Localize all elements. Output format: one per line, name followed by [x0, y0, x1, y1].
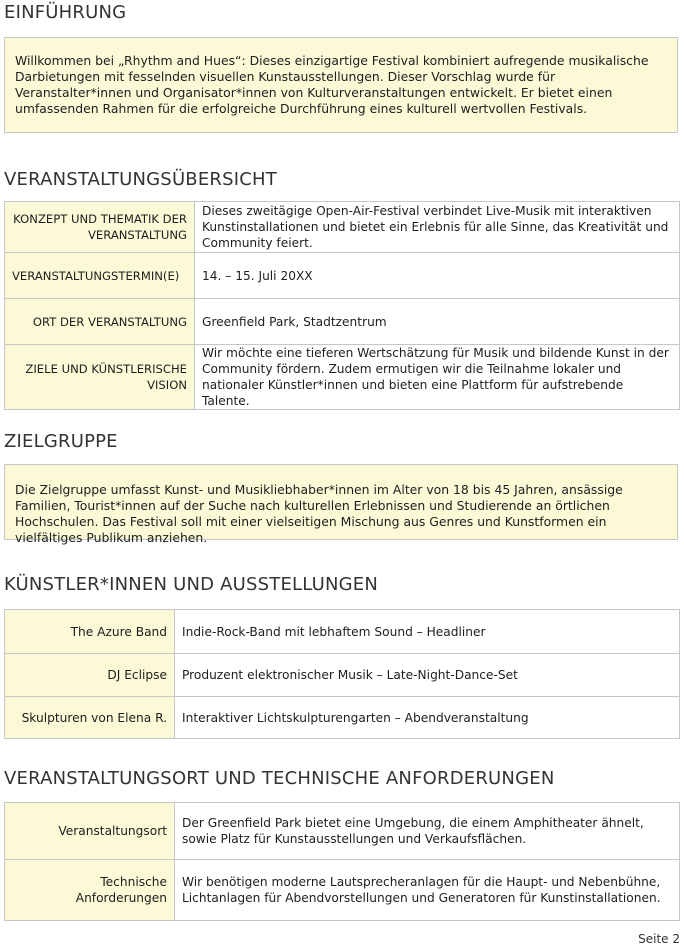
audience-box — [4, 464, 678, 545]
table-row — [5, 253, 680, 299]
overview-table — [4, 201, 680, 410]
intro-heading: EINFÜHRUNG — [4, 2, 127, 23]
overview-value: Greenfield Park, Stadtzentrum — [195, 299, 680, 345]
table-row — [5, 697, 680, 739]
table-row — [5, 345, 680, 410]
audience-text: Die Zielgruppe umfasst Kunst- und Musikliebhaber*innen im Alter von 18 bis 45 Jahren, ansässige Familien, Tourist*innen auf der Suche nach kulturellen Erlebnissen und Studierende an örtlichen Hochschulen. Das Festival soll mit einer vielseitigen Mischung aus Genres und Kunstformen ein vielfältiges Publikum anziehen. — [15, 482, 623, 545]
table-row — [5, 299, 680, 345]
overview-value: 14. – 15. Juli 20XX — [195, 253, 680, 299]
table-row — [5, 860, 680, 921]
artists-table — [4, 609, 680, 739]
venue-label: Veranstaltungsort — [5, 803, 175, 860]
artist-name: DJ Eclipse — [5, 654, 175, 697]
overview-label: KONZEPT UND THEMATIK DER VERANSTALTUNG — [5, 202, 195, 253]
venue-value: Der Greenfield Park bietet eine Umgebung, die einem Amphitheater ähnelt, sowie Platz für Kunstausstellungen und Verkaufsflächen. — [175, 803, 680, 860]
artists-heading: KÜNSTLER*INNEN UND AUSSTELLUNGEN — [4, 574, 379, 595]
artist-description: Interaktiver Lichtskulpturengarten – Abendveranstaltung — [175, 697, 680, 739]
intro-text: Willkommen bei „Rhythm and Hues“: Dieses einzigartige Festival kombiniert aufregende musikalische Darbietungen mit fesselnden visuellen Kunstausstellungen. Dieser Vorschlag wurde für Veranstalter*innen und Organisator*innen von Kulturveranstaltungen entwickelt. Er bietet einen umfassenden Rahmen für die erfolgreiche Durchführung eines kulturell wertvollen Festivals. — [15, 53, 649, 116]
table-row — [5, 654, 680, 697]
overview-value: Dieses zweitägige Open-Air-Festival verbindet Live-Musik mit interaktiven Kunstinstallationen und bietet ein Erlebnis für alle Sinne, das Kreativität und Community feiert. — [195, 202, 680, 253]
artist-description: Produzent elektronischer Musik – Late-Night-Dance-Set — [175, 654, 680, 697]
artist-name: Skulpturen von Elena R. — [5, 697, 175, 739]
artist-name: The Azure Band — [5, 610, 175, 654]
overview-label: ORT DER VERANSTALTUNG — [5, 299, 195, 345]
overview-label: VERANSTALTUNGSTERMIN(E) — [5, 253, 195, 299]
audience-heading: ZIELGRUPPE — [4, 431, 118, 452]
venue-value: Wir benötigen moderne Lautsprecheranlagen für die Haupt- und Nebenbühne, Lichtanlagen für Abendvorstellungen und Generatoren für Kunstinstallationen. — [175, 860, 680, 921]
table-row — [5, 803, 680, 860]
overview-heading: VERANSTALTUNGSÜBERSICHT — [4, 169, 277, 190]
overview-value: Wir möchte eine tieferen Wertschätzung für Musik und bildende Kunst in der Community fördern. Zudem ermutigen wir die Teilnahme lokaler und nationaler Künstler*innen und bieten eine Plattform für aufstrebende Talente. — [195, 345, 680, 410]
overview-label: ZIELE UND KÜNSTLERISCHE VISION — [5, 345, 195, 410]
page-number: Seite 2 — [638, 932, 680, 946]
venue-label: Technische Anforderungen — [5, 860, 175, 921]
venue-table — [4, 802, 680, 921]
intro-box — [4, 37, 678, 133]
table-row — [5, 610, 680, 654]
artist-description: Indie-Rock-Band mit lebhaftem Sound – Headliner — [175, 610, 680, 654]
venue-heading: VERANSTALTUNGSORT UND TECHNISCHE ANFORDERUNGEN — [4, 768, 555, 789]
table-row — [5, 202, 680, 253]
